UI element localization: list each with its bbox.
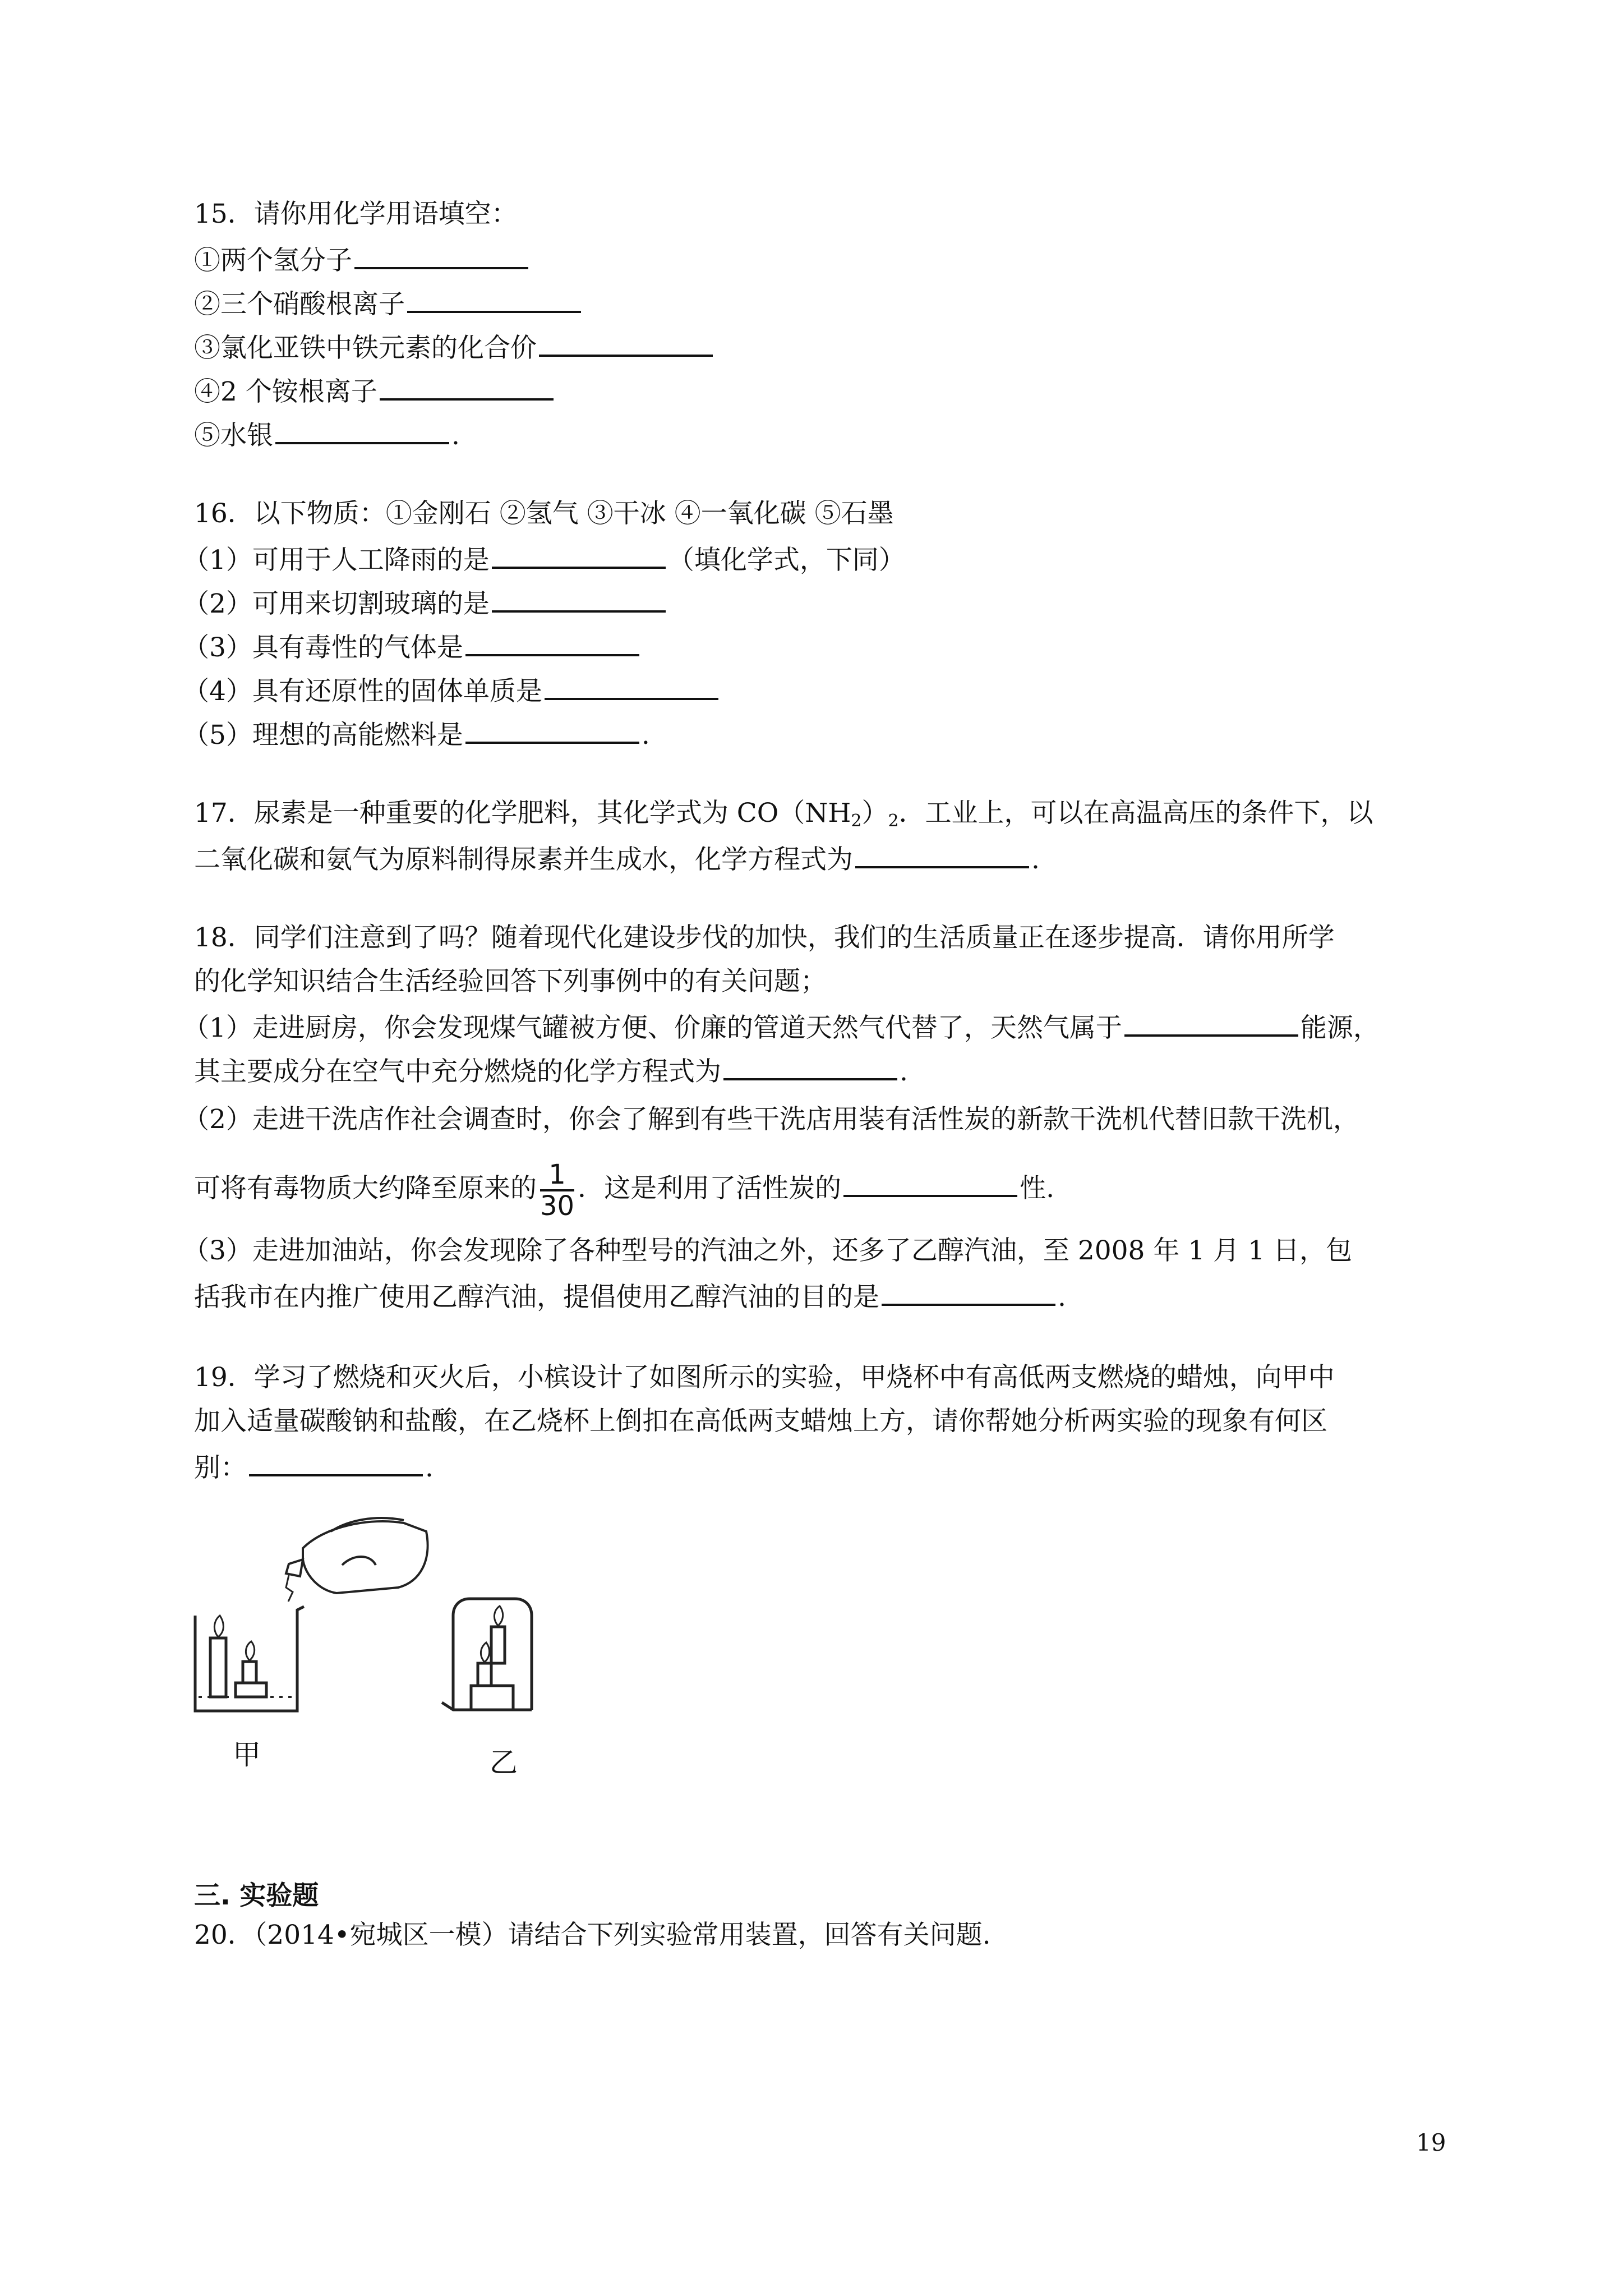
q18-text: 能源， [1300,1013,1380,1043]
answer-blank[interactable] [249,1448,423,1476]
q15-item-2-text: ②三个硝酸根离子 [194,289,405,320]
q17-text: 二氧化碳和氨气为原料制得尿素并生成水，化学方程式为 [194,844,853,875]
end-mark: . [900,1056,908,1087]
answer-blank[interactable] [723,1052,897,1080]
q18-line-1: 18．同学们注意到了吗？随着现代化建设步伐的加快，我们的生活质量正在逐步提高．请你用所学 [194,922,1335,953]
q17-line-2 [194,840,1040,877]
beaker-experiment-figure [185,1498,611,1789]
q16-note: （填化学式，下同） [667,545,905,576]
answer-blank[interactable] [539,329,713,357]
answer-blank[interactable] [275,416,449,444]
q19-line-1: 19．学习了燃烧和灭火后，小槟设计了如图所示的实验，甲烧杯中有高低两支燃烧的蜡烛，向甲中 [194,1362,1335,1393]
answer-blank[interactable] [354,241,528,269]
q16-stem: 16．以下物质：①金刚石 ②氢气 ③干冰 ④一氧化碳 ⑤石墨 [194,498,894,529]
q17-line-1 [194,797,1373,838]
q16-item-1-text: （1）可用于人工降雨的是 [183,545,490,576]
end-mark: . [1058,1282,1066,1313]
q18-part-3-line-2 [194,1278,1066,1314]
q15-item-1-text: ①两个氢分子 [194,245,352,276]
q18-part-1-line-1 [183,1009,1380,1045]
q17-text: 17．尿素是一种重要的化学肥料，其化学式为 CO（NH [194,798,851,829]
q18-part-3-line-1: （3）走进加油站，你会发现除了各种型号的汽油之外，还多了乙醇汽油，至 2008 年 1 月 1 日，包 [183,1235,1352,1266]
q18-text: 可将有毒物质大约降至原来的 [194,1173,537,1204]
q18-text: 性. [1020,1173,1055,1204]
beaker-yi [442,1599,532,1710]
q18-part-2-line-1: （2）走进干洗店作社会调查时，你会了解到有些干洗店用装有活性炭的新款干洗机代替旧款干洗机， [183,1104,1359,1135]
end-mark: . [451,420,460,451]
q16-item-1 [183,541,905,577]
end-mark: . [425,1452,434,1483]
fraction-numerator: 1 [540,1160,574,1191]
q19-line-3 [194,1448,434,1485]
q18-part-1-line-2 [194,1052,908,1089]
answer-blank[interactable] [1124,1009,1298,1037]
q15-item-3-text: ③氯化亚铁中铁元素的化合价 [194,333,537,364]
q18-text: 其主要成分在空气中充分燃烧的化学方程式为 [194,1056,721,1087]
q15-item-4-text: ④2 个铵根离子 [194,376,377,407]
q18-part-2-line-2 [194,1160,1054,1221]
answer-blank[interactable] [492,541,666,569]
q18-text: 括我市在内推广使用乙醇汽油，提倡使用乙醇汽油的目的是 [194,1282,879,1313]
q15-item-5-text: ⑤水银 [194,420,273,451]
fraction-denominator: 30 [540,1190,575,1222]
figure-label-yi: 乙 [490,1746,518,1779]
section-heading: 三. 实验题 [194,1880,319,1911]
q16-item-2 [183,585,668,621]
q15-item-3 [194,329,715,365]
q20-stem: 20．（2014•宛城区一模）请结合下列实验常用装置，回答有关问题. [194,1920,991,1950]
answer-blank[interactable] [465,716,639,744]
answer-blank[interactable] [465,628,639,656]
q16-item-3 [183,628,642,665]
q18-text: （1）走进厨房，你会发现煤气罐被方便、价廉的管道天然气代替了，天然气属于 [183,1013,1122,1043]
q16-item-5 [183,716,650,752]
end-mark: . [641,720,650,751]
answer-blank[interactable] [380,372,554,401]
answer-blank[interactable] [492,585,666,613]
q19-line-2: 加入适量碳酸钠和盐酸，在乙烧杯上倒扣在高低两支蜡烛上方，请你帮她分析两实验的现象有何区 [194,1406,1327,1437]
answer-blank[interactable] [843,1169,1017,1197]
figure-label-jia: 甲 [233,1738,261,1771]
q15-item-4 [194,372,556,409]
q16-item-4 [183,672,721,708]
q15-item-2 [194,285,583,321]
fraction [540,1160,574,1221]
end-mark: . [1031,844,1040,875]
answer-blank[interactable] [855,840,1029,868]
q15-item-5 [194,416,460,453]
subscript: 2 [851,811,862,831]
q16-item-4-text: （4）具有还原性的固体单质是 [183,676,542,707]
answer-blank[interactable] [882,1278,1055,1306]
q16-item-2-text: （2）可用来切割玻璃的是 [183,588,490,619]
pouring-bottle-icon [286,1518,428,1602]
q15-stem: 15．请你用化学用语填空： [194,199,518,229]
q18-line-2: 的化学知识结合生活经验回答下列事例中的有关问题； [194,966,827,997]
page-number: 19 [1416,2129,1446,2156]
subscript: 2 [888,811,899,831]
q18-text: ．这是利用了活性炭的 [578,1173,842,1204]
q16-item-5-text: （5）理想的高能燃料是 [183,720,463,751]
q17-text: ．工业上，可以在高温高压的条件下，以 [898,798,1373,829]
q15-item-1 [194,241,531,278]
answer-blank[interactable] [407,285,581,313]
answer-blank[interactable] [545,672,718,700]
q19-text: 别： [194,1452,247,1483]
beaker-jia [195,1607,304,1711]
q17-text: ） [861,798,888,829]
q16-item-3-text: （3）具有毒性的气体是 [183,632,463,663]
